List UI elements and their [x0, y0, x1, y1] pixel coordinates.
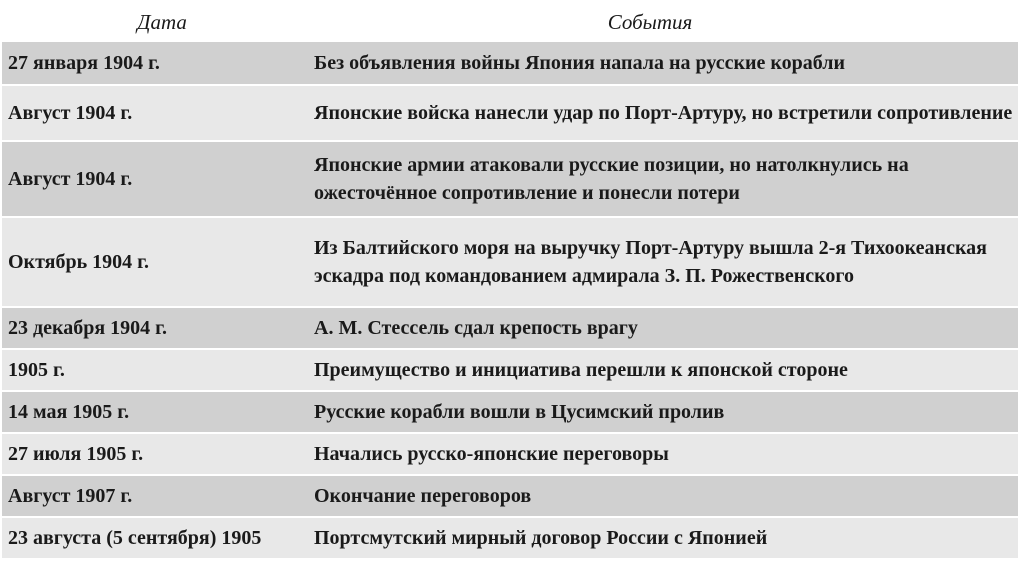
row-date: Август 1904 г.	[8, 101, 133, 124]
table-row	[2, 84, 1018, 140]
table-row	[2, 348, 1018, 390]
table-row	[2, 516, 1018, 558]
row-date: 23 августа (5 сентября) 1905	[8, 526, 262, 549]
row-event: Японские войска нанесли удар по Порт-Артуру, но встретили сопротивление	[314, 102, 1013, 124]
row-date: 1905 г.	[8, 358, 65, 381]
table-row	[2, 40, 1018, 84]
row-event: Русские корабли вошли в Цусимский пролив	[314, 401, 725, 423]
header-events: События	[607, 9, 693, 34]
row-date: Октябрь 1904 г.	[8, 250, 149, 273]
header-date: Дата	[137, 9, 187, 34]
row-date: Август 1904 г.	[8, 167, 133, 190]
row-date: 14 мая 1905 г.	[8, 400, 130, 423]
row-event: Японские армии атаковали русские позиции, но натолкнулись на ожесточённое сопротивление и понесли потери	[314, 154, 909, 204]
row-event: Без объявления войны Япония напала на русские корабли	[314, 52, 846, 74]
row-date: Август 1907 г.	[8, 484, 133, 507]
table-row	[2, 140, 1018, 216]
table-header	[2, 4, 1018, 40]
events-table	[2, 4, 1018, 558]
row-date: 27 июля 1905 г.	[8, 442, 144, 465]
table-row	[2, 390, 1018, 432]
table-row	[2, 216, 1018, 306]
row-date: 27 января 1904 г.	[8, 51, 160, 74]
table-row	[2, 474, 1018, 516]
row-event: Начались русско-японские переговоры	[314, 443, 669, 465]
row-event: Окончание переговоров	[314, 485, 532, 507]
table-row	[2, 306, 1018, 348]
table-row	[2, 432, 1018, 474]
row-event: Портсмутский мирный договор России с Японией	[314, 527, 768, 549]
row-date: 23 декабря 1904 г.	[8, 316, 167, 339]
row-event: Из Балтийского моря на выручку Порт-Артуру вышла 2-я Тихоокеанская эскадра под командованием адмирала З. П. Рожественского	[314, 237, 987, 287]
row-event: А. М. Стессель сдал крепость врагу	[314, 317, 638, 339]
row-event: Преимущество и инициатива перешли к японской стороне	[314, 359, 848, 381]
